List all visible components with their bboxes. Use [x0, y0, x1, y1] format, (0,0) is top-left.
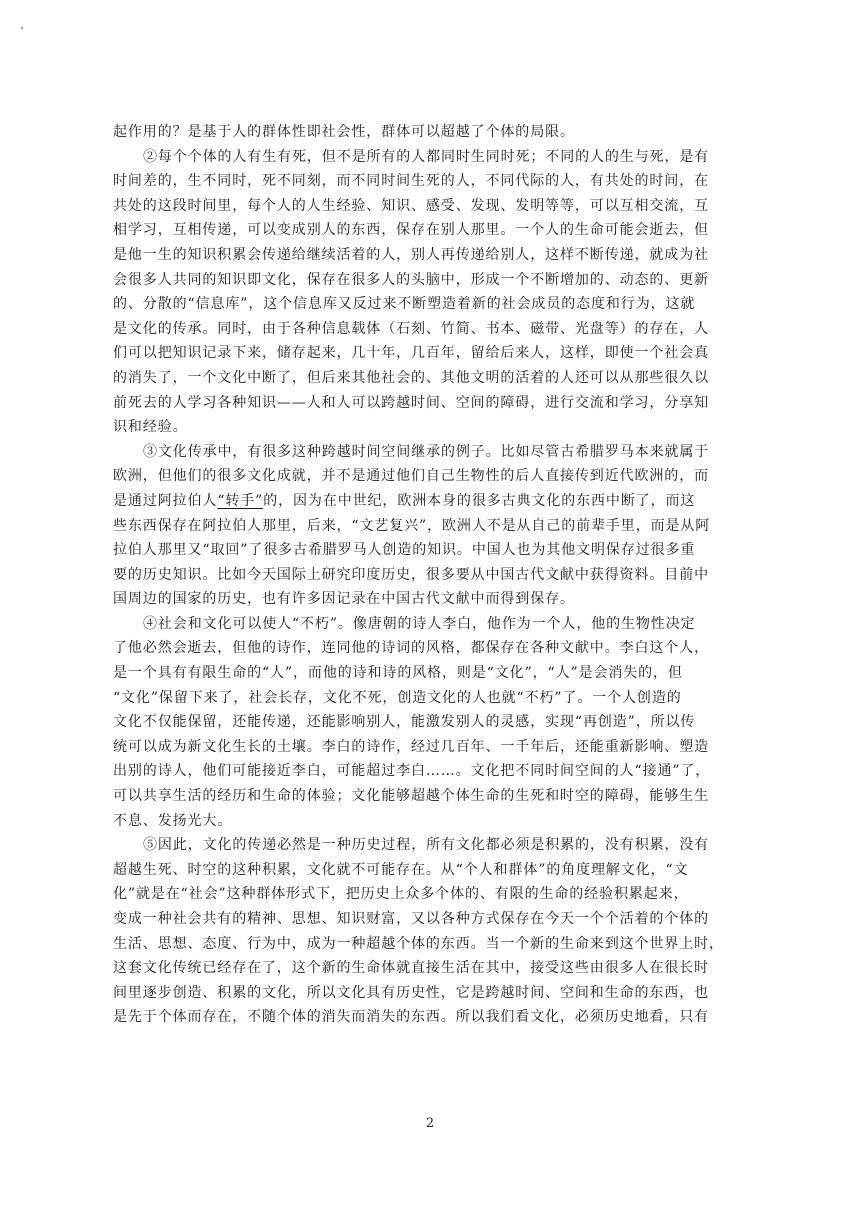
text-line: 这套文化传统已经存在了，这个新的生命体就直接生活在其中，接受这些由很多人在很长时: [113, 960, 709, 977]
paragraph-p4: [113, 612, 713, 833]
text-line: 们可以把知识记录下来，储存起来，几十年，几百年，留给后来人，这样，即使一个社会真: [113, 345, 709, 362]
text-line: 是他一生的知识积累会传递给继续活着的人，别人再传递给别人，这样不断传递，就成为社: [113, 246, 709, 263]
text-line: 共处的这段时间里，每个人的人生经验、知识、感受、发现、发明等等，可以互相交流，互: [113, 197, 709, 214]
text-line: 生活、思想、态度、行为中，成为一种超越个体的东西。当一个新的生命来到这个世界上时，: [113, 935, 724, 952]
text-line: 是一个具有有限生命的“人”，而他的诗和诗的风格，则是“文化”，“人”是会消失的，但: [113, 665, 683, 682]
text-line: 起作用的？是基于人的群体性即社会性，群体可以超越了个体的局限。: [113, 124, 575, 140]
paragraph-p5: [113, 833, 724, 1030]
article-body: [113, 120, 724, 1030]
text-line: 识和经验。: [113, 419, 188, 436]
scan-dust-mark: [21, 27, 23, 29]
text-line: 是通过阿拉伯人“转手”的，因为在中世纪，欧洲本身的很多古典文化的东西中断了，而这: [113, 492, 696, 509]
text-line: 出别的诗人，他们可能接近李白，可能超过李白……。文化把不同时间空间的人“接通”了，: [113, 763, 711, 780]
paragraph-p1: [113, 120, 713, 145]
text-line: ④社会和文化可以使人“不朽”。像唐朝的诗人李白，他作为一个人，他的生物性决定: [143, 615, 696, 632]
text-line: 文化不仅能保留，还能传递，还能影响别人，能激发别人的灵感，实现“再创造”，所以传: [113, 714, 696, 731]
text-line: 超越生死、时空的这种积累，文化就不可能存在。从“个人和群体”的角度理解文化，“文: [113, 861, 689, 878]
text-line: ③文化传承中，有很多这种跨越时间空间继承的例子。比如尽管古希腊罗马本来就属于: [143, 443, 710, 460]
text-line: 间里逐步创造、积累的文化，所以文化具有历史性，它是跨越时间、空间和生命的东西，也: [113, 984, 709, 1001]
text-line: 拉伯人那里又“取回”了很多古希腊罗马人创造的知识。中国人也为其他文明保存过很多重: [113, 542, 696, 559]
text-line: 时间差的，生不同时，死不同刻，而不同时间生死的人，不同代际的人，有共处的时间，在: [113, 173, 709, 190]
paragraph-p3: [113, 440, 713, 612]
paragraph-p2: [113, 145, 713, 440]
text-line: 的、分散的“信息库”，这个信息库又反过来不断塑造着新的社会成员的态度和行为，这就: [113, 296, 696, 313]
text-line: 化”就是在“社会”这种群体形式下，把历史上众多个体的、有限的生命的经验积累起来，: [113, 886, 689, 903]
text-line: 的消失了，一个文化中断了，但后来其他社会的、其他文明的活着的人还可以从那些很久以: [113, 369, 709, 386]
text-line: 是文化的传承。同时，由于各种信息载体（石刻、竹简、书本、磁带、光盘等）的存在，人: [113, 320, 709, 337]
text-line: 相学习，互相传递，可以变成别人的东西，保存在别人那里。一个人的生命可能会逝去，但: [113, 222, 709, 239]
text-line: 要的历史知识。比如今天国际上研究印度历史，很多要从中国古代文献中获得资料。目前中: [113, 566, 709, 583]
text-line: 不息、发扬光大。: [113, 812, 233, 829]
text-line: 欧洲，但他们的很多文化成就，并不是通过他们自己生物性的后人直接传到近代欧洲的，而: [113, 468, 709, 485]
text-line: 了他必然会逝去，但他的诗作，连同他的诗词的风格，都保存在各种文献中。李白这个人，: [113, 640, 709, 657]
text-line: 国周边的国家的历史，也有许多因记录在中国古代文献中而得到保存。: [113, 591, 575, 608]
page-number: 2: [425, 1116, 435, 1131]
text-line: 变成一种社会共有的精神、思想、知识财富，又以各种方式保存在今天一个个活着的个体的: [113, 911, 709, 927]
text-line: 统可以成为新文化生长的土壤。李白的诗作，经过几百年、一千年后，还能重新影响、塑造: [113, 738, 709, 755]
text-line: 会很多人共同的知识即文化，保存在很多人的头脑中，形成一个不断增加的、动态的、更新: [113, 271, 709, 288]
text-line: 前死去的人学习各种知识——人和人可以跨越时间、空间的障碍，进行交流和学习，分享知: [113, 394, 709, 411]
text-line: ⑤因此，文化的传递必然是一种历史过程，所有文化都必须是积累的，没有积累，没有: [143, 837, 710, 854]
text-line: 可以共享生活的经历和生命的体验；文化能够超越个体生命的生死和时空的障碍，能够生生: [113, 788, 709, 805]
underlined-phrase: “转手”: [217, 492, 264, 509]
text-line: ②每个个体的人有生有死，但不是所有的人都同时生同时死；不同的人的生与死，是有: [143, 148, 710, 165]
text-line: “文化”保留下来了，社会长存，文化不死，创造文化的人也就“不朽”了。一个人创造的: [113, 689, 682, 706]
text-line: 些东西保存在阿拉伯人那里，后来，“文艺复兴”，欧洲人不是从自己的前辈手里，而是从阿: [113, 517, 711, 534]
text-line: 是先于个体而存在，不随个体的消失而消失的东西。所以我们看文化，必须历史地看，只有: [113, 1009, 709, 1026]
